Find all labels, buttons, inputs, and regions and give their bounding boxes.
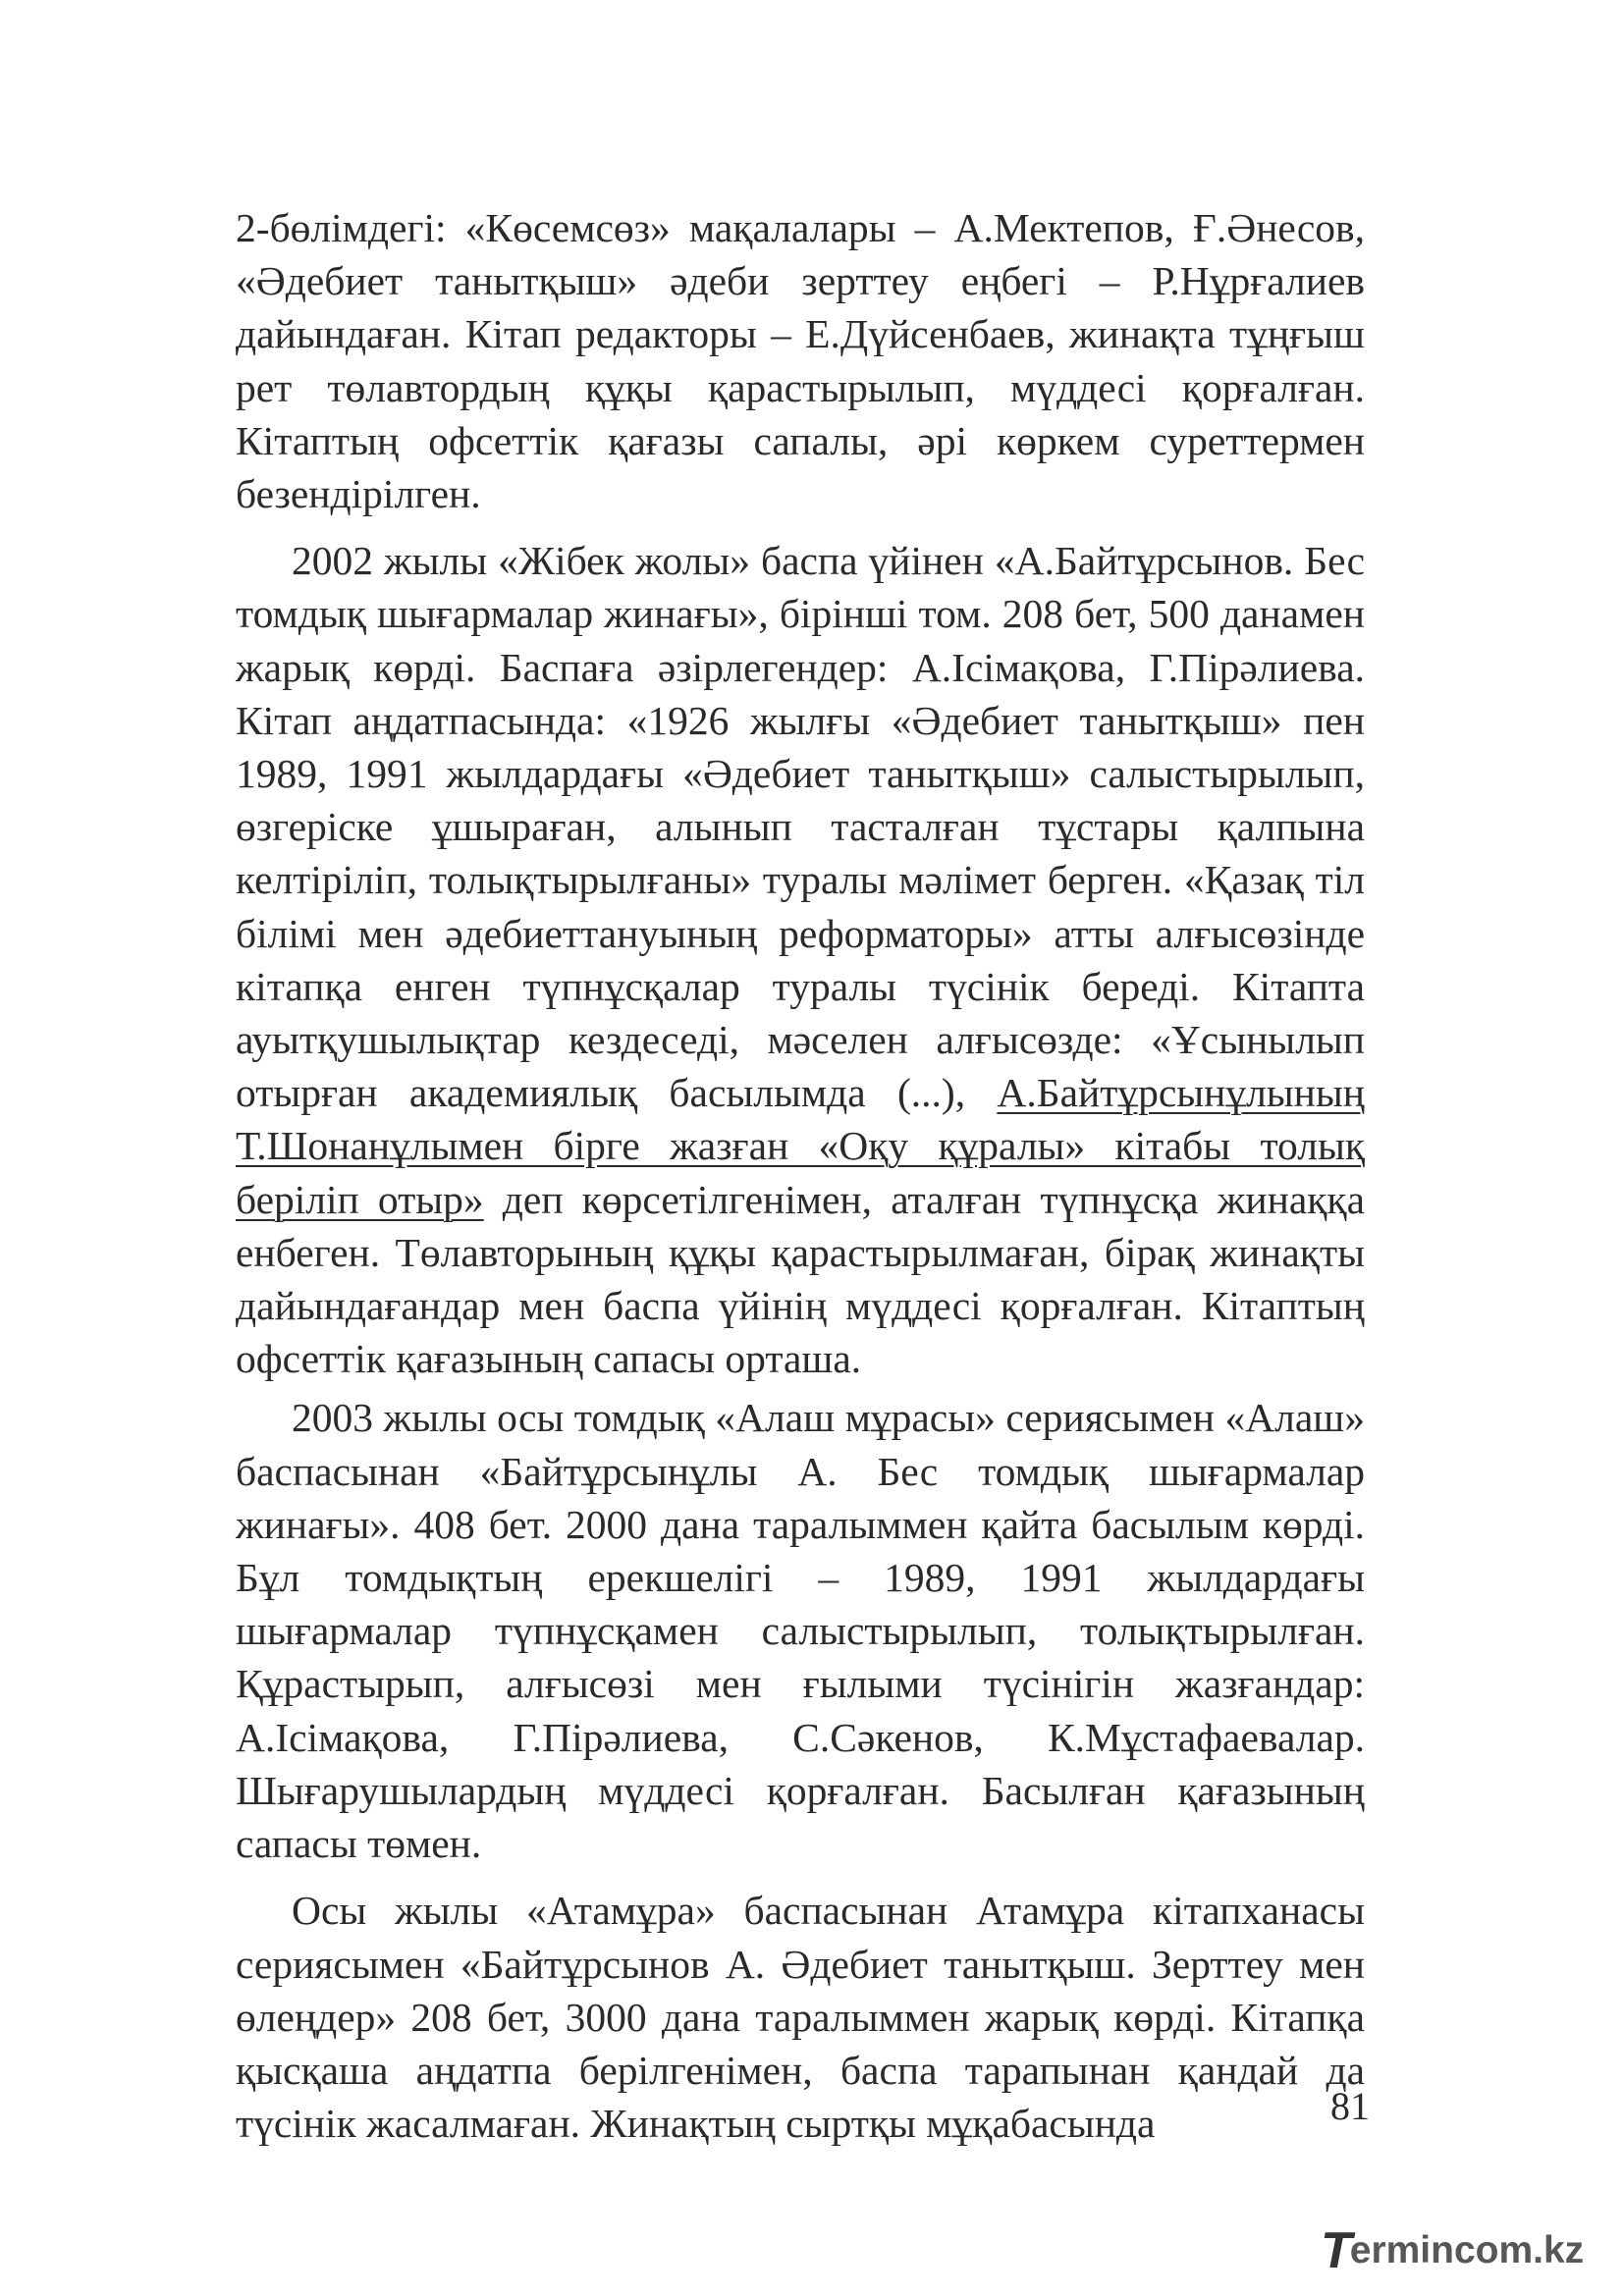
document-body: [236, 201, 1365, 2150]
watermark-logo: [1321, 2222, 1585, 2279]
paragraph-2-text-b: деп көрсетілгенімен, аталған түпнұсқа жинаққа енбеген. Төлавторының құқы қарастырылмаған, бірақ жинақты дайындағандар мен баспа үйінің мүддесі қорғалған. Кітаптың офсеттік қағазының сапасы орташа.: [236, 1176, 1366, 1382]
paragraph-3-text: 2003 жылы осы томдық «Алаш мұрасы» сериясымен «Алаш» баспасынан «Байтұрсынұлы А. Бес томдық шығармалар жинағы». 408 бет. 2000 дана таралыммен қайта басылым көрді. Бұл томдықтың ерекшелігі – 1989, 1991 жылдардағы шығармалар түпнұсқамен салыстырылып, толықтырылған. Құрастырып, алғысөзі мен ғылыми түсінігін жазғандар: А.Ісімақова, Г.Пірәлиева, С.Сәкенов, К.Мұстафаевалар. Шығарушылардың мүддесі қорғалған. Басылған қағазының сапасы төмен.: [236, 1395, 1365, 1867]
paragraph-4-text: Осы жылы «Атамұра» баспасынан Атамұра кітапханасы сериясымен «Байтұрсынов А. Әдебиет танытқыш. Зерттеу мен өлеңдер» 208 бет, 3000 дана таралыммен жарық көрді. Кітапқа қысқаша аңдатпа берілгенімен, баспа тарапынан қандай да түсінік жасалмаған. Жинақтың сыртқы мұқабасында: [236, 1888, 1365, 2147]
watermark-logo-text: ermincom.kz: [1349, 2229, 1585, 2271]
paragraph-2: [236, 534, 1365, 1385]
paragraph-1-text: 2-бөлімдегі: «Көсемсөз» мақалалары – А.Мектепов, Ғ.Әнесов, «Әдебиет танытқыш» әдеби зерттеу еңбегі – Р.Нұрғалиев дайындаған. Кітап редакторы – Е.Дүйсенбаев, жинақта тұңғыш рет төлавтордың құқы қарастырылып, мүддесі қорғалған. Кітаптың офсеттік қағазы сапалы, әрі көркем суреттермен безендірілген.: [236, 205, 1365, 517]
page-number: 81: [1330, 2084, 1370, 2128]
paragraph-1: [236, 201, 1365, 520]
paragraph-2-text-a: 2002 жылы «Жібек жолы» баспа үйінен «А.Байтұрсынов. Бес томдық шығармалар жинағы», бірінші том. 208 бет, 500 данамен жарық көрді. Баспаға әзірлегендер: А.Ісімақова, Г.Пірәлиева. Кітап аңдатпасында: «1926 жылғы «Әдебиет танытқыш» пен 1989, 1991 жылдардағы «Әдебиет танытқыш» салыстырылып, өзгеріске ұшыраған, алынып тасталған тұстары қалпына келтіріліп, толықтырылғаны» туралы мәлімет берген. «Қазақ тіл білімі мен әдебиеттануының реформаторы» атты алғысөзінде кітапқа енген түпнұсқалар туралы түсінік береді. Кітапта ауытқушылықтар кездеседі, мәселен алғысөзде: «Ұсынылып отырған академиялық басылымда (...),: [236, 538, 1365, 1116]
paragraph-4: [236, 1884, 1365, 2150]
paragraph-2-underlined-quote: А.Байтұрсынұлының Т.Шонанұлымен бірге жазған «Оқу құралы» кітабы толық беріліп отыр»: [236, 1070, 1365, 1222]
paragraph-3: [236, 1391, 1365, 1870]
watermark-logo-letter: T: [1321, 2222, 1352, 2279]
